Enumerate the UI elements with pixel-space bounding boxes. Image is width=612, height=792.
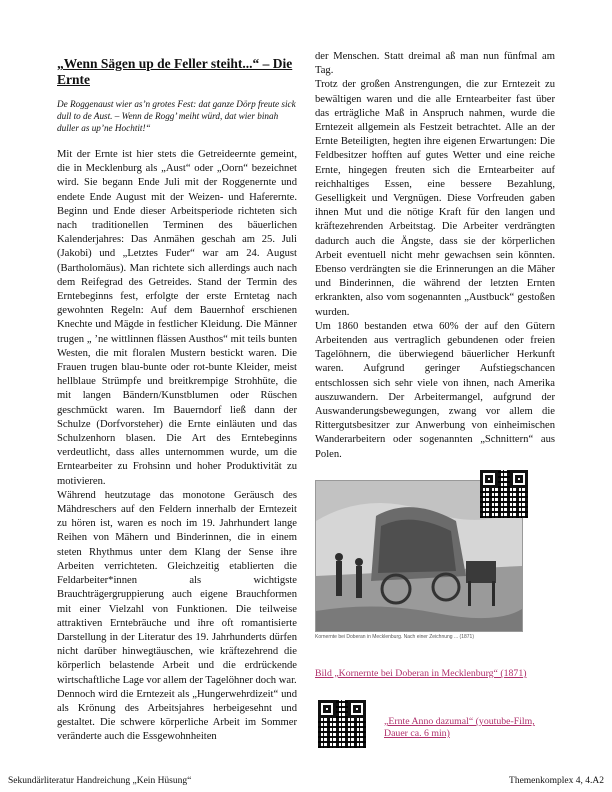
right-column [315, 50, 555, 462]
page-title: „Wenn Sägen up de Feller steiht...“ – Die Ernte [57, 56, 293, 87]
footer-left: Sekundärliteratur Handreichung „Kein Hüsung“ [8, 776, 192, 786]
left-paragraph-3: Dennoch wird die Erntezeit als „Hungerwehrdizeit“ und als Krönung des Arbeitsjahres herbeigesehnt und gestaltet. Die schwere körperliche Arbeit im Sommer veränderte auch die Essgewohnheiten [57, 688, 297, 743]
left-paragraph-2: Während heutzutage das monotone Geräusch des Mähdreschers auf den Feldern innerhalb der Erntezeit zu hören ist, waren es noch im 19. Jahrhundert lange Reihen von Mähern und Binderinnen, die in einem steten Rhythmus unter dem Klang der Sense ihre Arbeiten verrichteten. Gleichzeitig etablierten die Feldarbeiter*innen als wichtigste Brauchträgergruppierung auch eigene Brauchformen mit einer Vielzahl von Funktionen. Die teilweise attraktiven Erntebräuche und ihre oft romantisierte Darstellung in der Literatur des 19. Jahrhunderts dürfen nicht darüber hinwegtäuschen, wie kräftezehrend die körperlich belastende Arbeit und die erdrückende wirtschaftliche Lage vor allem der Tagelöhner doch war. [57, 489, 297, 686]
right-paragraph-1: der Menschen. Statt dreimal aß man nun fünfmal am Tag. [315, 51, 555, 77]
qr-code-image-link[interactable] [480, 470, 528, 518]
right-paragraph-3: Um 1860 bestanden etwa 60% der auf den Gütern Arbeitenden aus vertraglich gebundenen oder freien Tagelöhnern, die überwiegend bäuerlicher Herkunft waren. Aufgrund geringer Aufstiegschancen entschlossen sich sehr viele von ihnen, nach Amerika auszuwandern. Der Arbeitermangel, aufgrund der Auswanderungsbewegungen, zwang vor allem die Rittergutsbesitzer zur Anwerbung von einheimischen Wanderarbeitern oder sogenannten „Schnittern“ aus Polen. [315, 320, 555, 460]
left-paragraph-1: Mit der Ernte ist hier stets die Getreideernte gemeint, die in Mecklenburg als „Aust“ oder „Oorn“ bezeichnet wird. Sie begann Ende Juli mit der Roggenernte und endete Ende August mit der Weizen- und Haferernte. Beginn und Ende dieser Arbeitsperiode richteten sich nach traditionellen Terminen des bäuerlichen Kalenderjahres: Das Anmähen geschah am 25. Juli (Jakobi) und „Letztes Fuder“ war am 24. August (Bartholomäus). Man richtete sich allerdings auch nach dem Reifegrad des Getreides. Stand der Termin des Erntebeginns fest, erfolgte der erste Erntetag nach gewohnten Regeln: Auf dem Bauernhof erschienen Knechte und Mägde in festlicher Kleidung. Die Männer trugen „ ’ne wittlinnen flässen Austhos“ mit teils bunten Westen, die mit floralen Mustern bestickt waren. Die Frauen trugen blau-bunte oder rot-bunte Kleider, meist hellblaue Strümpfe und breitkrempige Strohhüte, die mit langen Bändern/Kunstblumen oder Rüschen geschmückt waren. Im Bauerndorf ließ dann der Schulze (Dorfvorsteher) die Ernte einläuten und das Schulzenhorn blasen. Die Art des Erntebeginns verdeutlicht, dass alles unternommen wurde, um die Erntearbeiter zu Frohsinn und hoher Produktivität zu motivieren. [57, 149, 297, 487]
intro-quote: De Roggenaust wier as’n grotes Fest: dat ganze Dörp freute sick dull to de Aust. – Wenn de Rogg’ meiht würd, dat wier binah duller as up’ne Hochtit!“ [57, 99, 296, 133]
image-caption: Kornernte bei Doberan in Mecklenburg. Nach einer Zeichnung ... (1871) [315, 634, 474, 640]
qr-code-video-link[interactable] [318, 700, 366, 748]
right-paragraph-2: Trotz der großen Anstrengungen, die zur Erntezeit zu bewältigen waren und die alle Erntearbeiter fast über das erträgliche Maß in Anspruch nahmen, wurde die Erntezeit allgemein als Festzeit betrachtet. Alle an der Ernte Beteiligten, hegten ihre eigenen Erwartungen: Die Feldbesitzer hofften auf gutes Wetter und eine reiche Ernte, hingegen freuten sich die Erntearbeiter auf reichhaltiges Essen, eine bessere Bezahlung, Geselligkeit und Vergnügen. Diese Vorfreuden gaben ihnen Mut und die nötige Kraft für den langen und kräftezehrenden Arbeitstag. Die Arbeiter verdrängten dadurch auch die Ängste, dass sie der körperlichen Arbeit eventuell nicht mehr gewachsen sein könnten. Ebenso verdrängten sie die Erinnerungen an die Mäher und Binderinnen, die während der letzten Ernten erkrankten, also vom sogenannten „Austbuck“ gestoßen wurden. [315, 79, 555, 318]
video-link[interactable]: „Ernte Anno dazumal“ (youtube-Film, Dauer ca. 6 min) [384, 716, 535, 739]
left-column [57, 56, 297, 745]
footer-right: Themenkomplex 4, 4.A2 [509, 776, 604, 786]
image-link[interactable]: Bild „Kornernte bei Doberan in Mecklenburg“ (1871) [315, 668, 527, 679]
